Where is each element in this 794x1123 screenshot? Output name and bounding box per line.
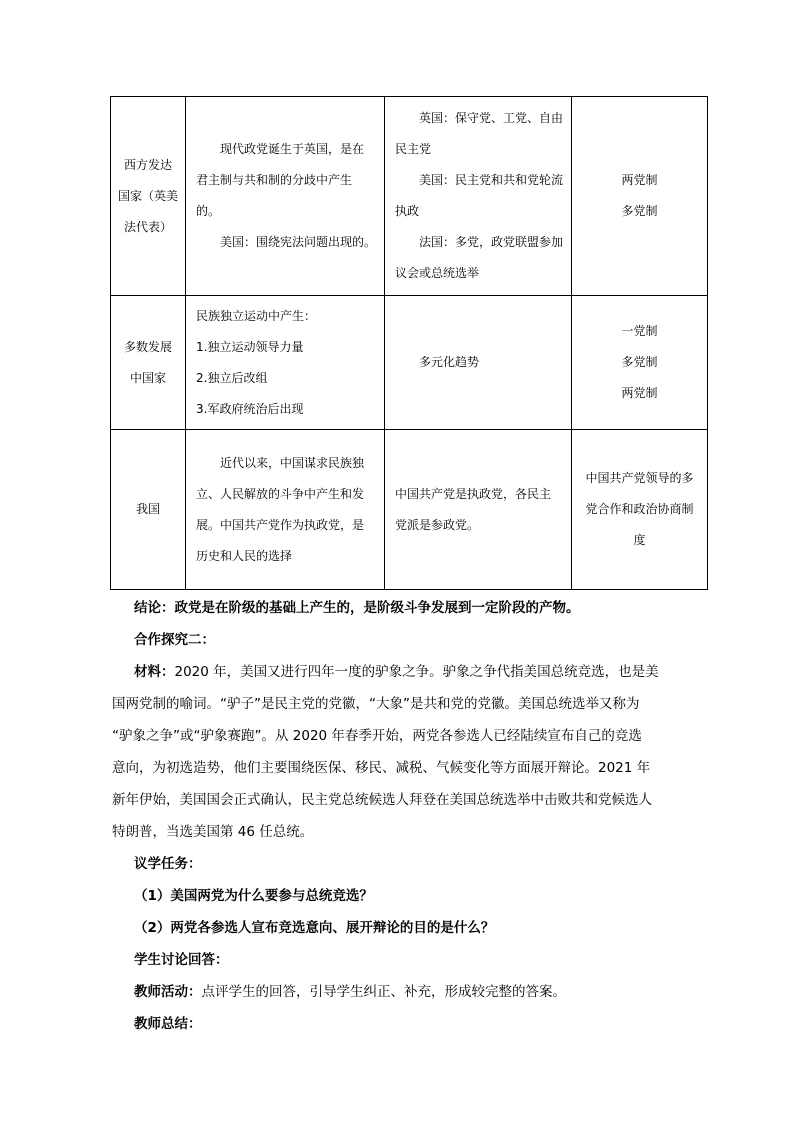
cell-text: 2.独立后改组 (196, 370, 268, 385)
teacher-activity (112, 976, 684, 1008)
task-title: 议学任务： (134, 856, 202, 872)
country-cell (111, 430, 186, 590)
question: （1）美国两党为什么要参与总统竞选？ (134, 888, 373, 904)
country-cell (111, 296, 186, 430)
cell-text: 英国：保守党、工党、自由 (419, 111, 564, 125)
section-title: 合作探究二： (134, 632, 215, 648)
parties-cell (385, 97, 572, 296)
cell-text: 多党制 (621, 355, 658, 369)
cell-text: 中国共产党是执政党，各民主 (395, 486, 552, 501)
cell-text: 展。中国共产党作为执政党，是 (196, 517, 365, 532)
teacher-activity-text: 点评学生的回答，引导学生纠正、补充，形成较完整的答案。 (201, 984, 566, 1000)
body-text (112, 592, 684, 1040)
country-cell (111, 97, 186, 296)
system-cell (572, 296, 708, 430)
material-line: 国两党制的喻词。“驴子”是民主党的党徽，“大象”是共和党的党徽。美国总统选举又称为 (112, 696, 640, 712)
origin-cell (186, 97, 385, 296)
cell-text: 党合作和政治协商制 (585, 502, 694, 516)
cell-text: 中国家 (129, 370, 166, 385)
parties-cell (385, 430, 572, 590)
cell-text: 美国：民主党和共和党轮流 (419, 173, 564, 187)
teacher-activity-label: 教师活动： (134, 984, 202, 1000)
material-line: 特朗普，当选美国第 46 任总统。 (112, 824, 314, 840)
cell-text: 多数发展 (123, 339, 172, 354)
cell-text: 君主制与共和制的分歧中产生 (196, 173, 353, 187)
cell-text: 民族独立运动中产生： (196, 308, 317, 323)
student-title: 学生讨论回答： (134, 952, 229, 968)
cell-text: 党派是参政党。 (395, 517, 480, 532)
cell-text: 现代政党诞生于英国，是在 (220, 142, 365, 156)
cell-text: 法代表） (123, 219, 172, 234)
material-label: 材料： (134, 664, 175, 680)
cell-text: 3.军政府统治后出现 (196, 401, 304, 416)
cell-text: 多党制 (621, 204, 658, 218)
teacher-summary: 教师总结： (134, 1016, 202, 1032)
cell-text: 一党制 (621, 324, 658, 338)
origin-cell (186, 296, 385, 430)
cell-text: 中国共产党领导的多 (585, 471, 694, 485)
cell-text: 美国：围绕宪法问题出现的。 (220, 235, 377, 249)
material-line (112, 656, 684, 688)
cell-text: 我国 (135, 502, 160, 516)
cell-text: 立、人民解放的斗争中产生和发 (196, 486, 365, 501)
material-text: 2020 年，美国又进行四年一度的驴象之争。驴象之争代指美国总统竞选，也是美 (174, 664, 659, 680)
material-line: 意向，为初选造势，他们主要围绕医保、移民、减税、气候变化等方面展开辩论。2021 年 (112, 760, 651, 776)
table-row (111, 430, 708, 590)
cell-text: 议会或总统选举 (395, 266, 480, 280)
table-row (111, 296, 708, 430)
table-row (111, 97, 708, 296)
cell-text: 西方发达 (123, 157, 172, 172)
cell-text: 多元化趋势 (419, 355, 480, 369)
cell-text: 历史和人民的选择 (196, 548, 293, 563)
cell-text: 法国：多党，政党联盟参加 (419, 235, 564, 249)
material-line: “驴象之争”或“驴象赛跑”。从 2020 年春季开始，两党各参选人已经陆续宣布自己的竞选 (112, 728, 642, 744)
cell-text: 近代以来，中国谋求民族独 (220, 455, 365, 470)
cell-text: 1.独立运动领导力量 (196, 339, 304, 354)
system-cell (572, 97, 708, 296)
material-line: 新年伊始，美国国会正式确认，民主党总统候选人拜登在美国总统选举中击败共和党候选人 (112, 792, 652, 808)
system-cell (572, 430, 708, 590)
cell-text: 的。 (196, 204, 221, 218)
conclusion: 结论：政党是在阶级的基础上产生的，是阶级斗争发展到一定阶段的产物。 (134, 600, 580, 616)
cell-text: 两党制 (621, 386, 658, 400)
origin-cell (186, 430, 385, 590)
cell-text: 国家（英美 (117, 188, 178, 203)
cell-text: 两党制 (621, 173, 658, 187)
party-comparison-table (110, 96, 708, 590)
cell-text: 度 (633, 533, 646, 547)
parties-cell (385, 296, 572, 430)
cell-text: 执政 (395, 204, 420, 218)
cell-text: 民主党 (395, 142, 432, 156)
question: （2）两党各参选人宣布竞选意向、展开辩论的目的是什么？ (134, 920, 495, 936)
